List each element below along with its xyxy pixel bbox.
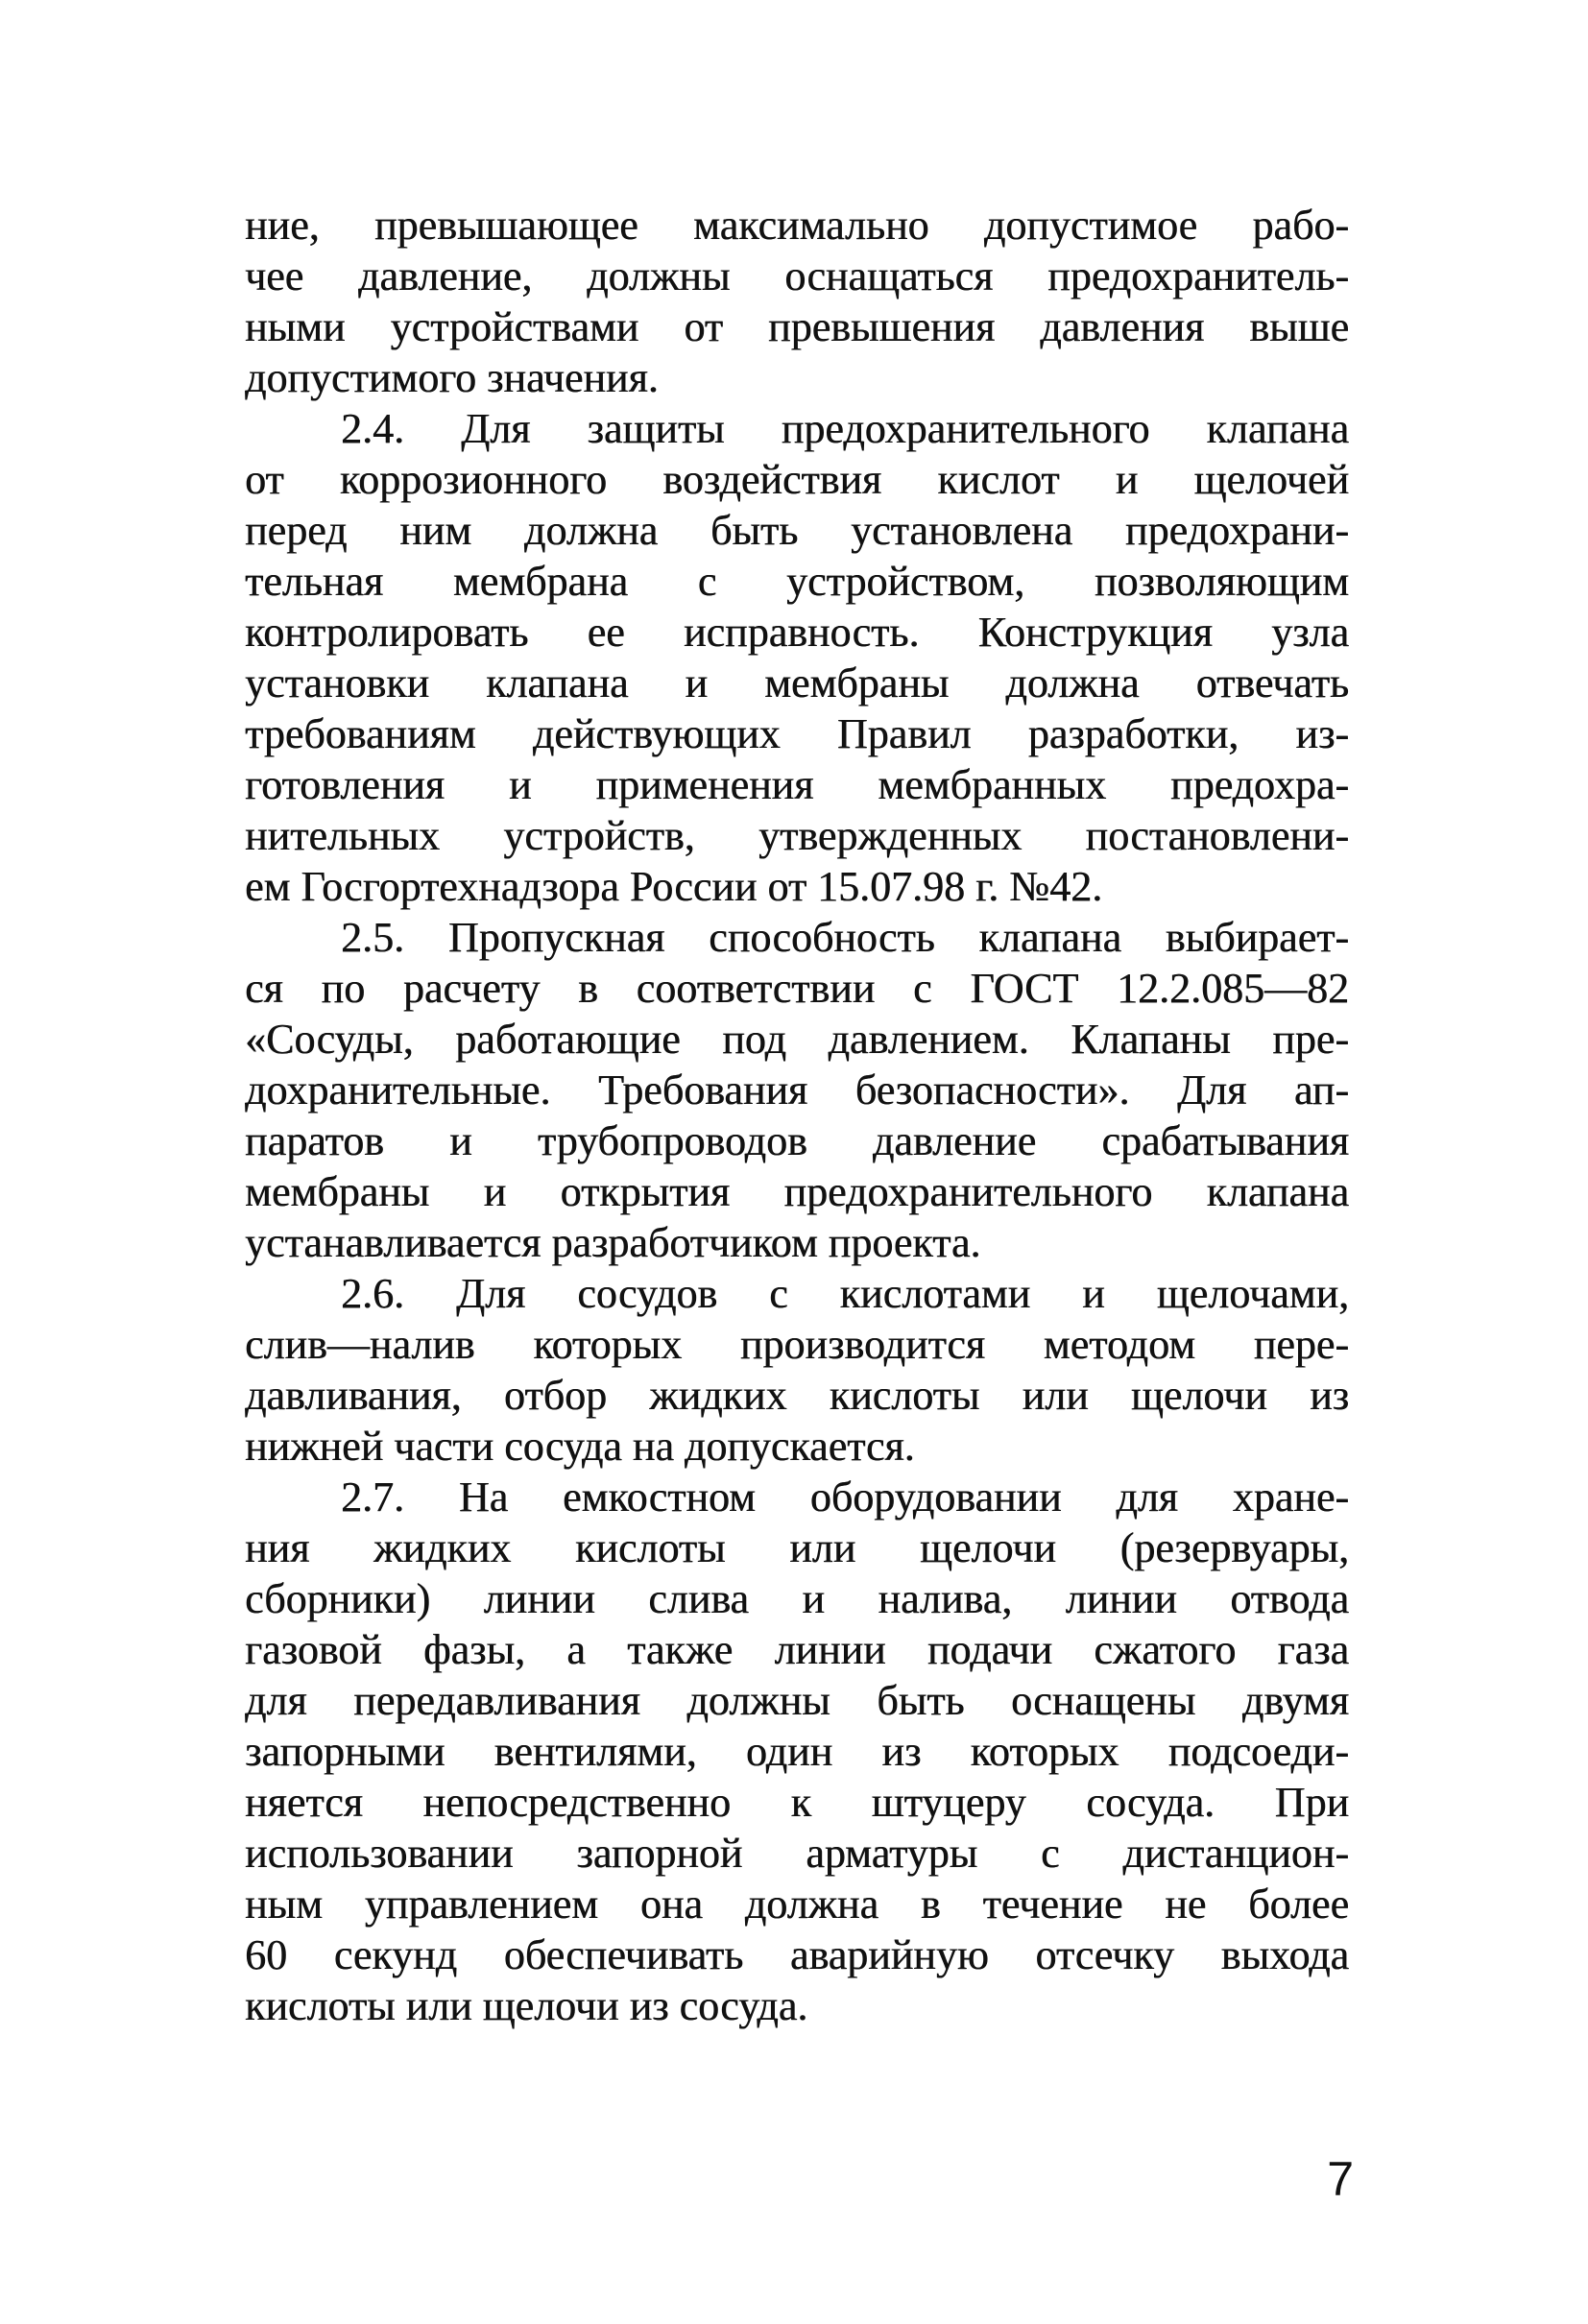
text-line: нительных устройств, утвержденных постановлени-	[245, 812, 1349, 859]
text-line: для передавливания должны быть оснащены двумя	[245, 1677, 1349, 1724]
text-line: готовления и применения мембранных предохра-	[245, 761, 1349, 808]
body-text	[245, 200, 1349, 2031]
paragraph-2-4-start: 2.4. Для защиты предохранительного клапана	[341, 405, 1349, 452]
text-line: устанавливается разработчиком проекта.	[245, 1219, 981, 1266]
text-line: сборники) линии слива и налива, линии отвода	[245, 1575, 1349, 1622]
text-line: от коррозионного воздействия кислот и щелочей	[245, 456, 1349, 503]
text-line: тельная мембрана с устройством, позволяющим	[245, 558, 1349, 605]
text-line: контролировать ее исправность. Конструкция узла	[245, 609, 1349, 656]
page-number: 7	[1327, 2152, 1354, 2206]
text-line: перед ним должна быть установлена предохрани-	[245, 507, 1349, 554]
text-line: установки клапана и мембраны должна отвечать	[245, 659, 1349, 707]
text-line: 60 секунд обеспечивать аварийную отсечку выхода	[245, 1931, 1349, 1978]
paragraph-2-6-start: 2.6. Для сосудов с кислотами и щелочами,	[341, 1270, 1349, 1317]
text-line: ными устройствами от превышения давления выше	[245, 303, 1349, 350]
text-line: чее давление, должны оснащаться предохранитель-	[245, 252, 1349, 299]
text-line: газовой фазы, а также линии подачи сжатого газа	[245, 1626, 1349, 1673]
text-line: нижней части сосуда на допускается.	[245, 1423, 915, 1470]
text-line: ным управлением она должна в течение не более	[245, 1881, 1349, 1928]
text-line: «Сосуды, работающие под давлением. Клапаны пре-	[245, 1016, 1349, 1063]
paragraph-2-5-start: 2.5. Пропускная способность клапана выбирает-	[341, 914, 1349, 961]
text-line: требованиям действующих Правил разработки, из-	[245, 710, 1349, 757]
text-line: няется непосредственно к штуцеру сосуда. При	[245, 1779, 1349, 1826]
text-line: запорными вентилями, один из которых подсоеди-	[245, 1728, 1349, 1775]
text-line: ние, превышающее максимально допустимое рабо-	[245, 202, 1349, 249]
text-line: паратов и трубопроводов давление срабатывания	[245, 1117, 1349, 1164]
text-line: допустимого значения.	[245, 354, 659, 401]
text-line: давливания, отбор жидких кислоты или щелочи из	[245, 1372, 1349, 1419]
text-line: ем Госгортехнадзора России от 15.07.98 г. №42.	[245, 863, 1103, 910]
text-line: слив—налив которых производится методом пере-	[245, 1321, 1349, 1368]
text-line: ния жидких кислоты или щелочи (резервуары,	[245, 1524, 1349, 1571]
text-line: ся по расчету в соответствии с ГОСТ 12.2.085—82	[245, 965, 1349, 1012]
text-line: использовании запорной арматуры с дистанцион-	[245, 1830, 1349, 1877]
text-line: мембраны и открытия предохранительного клапана	[245, 1168, 1349, 1215]
text-line: кислоты или щелочи из сосуда.	[245, 1982, 808, 2029]
text-line: дохранительные. Требования безопасности». Для ап-	[245, 1066, 1349, 1114]
paragraph-2-7-start: 2.7. На емкостном оборудовании для хране-	[341, 1473, 1349, 1521]
